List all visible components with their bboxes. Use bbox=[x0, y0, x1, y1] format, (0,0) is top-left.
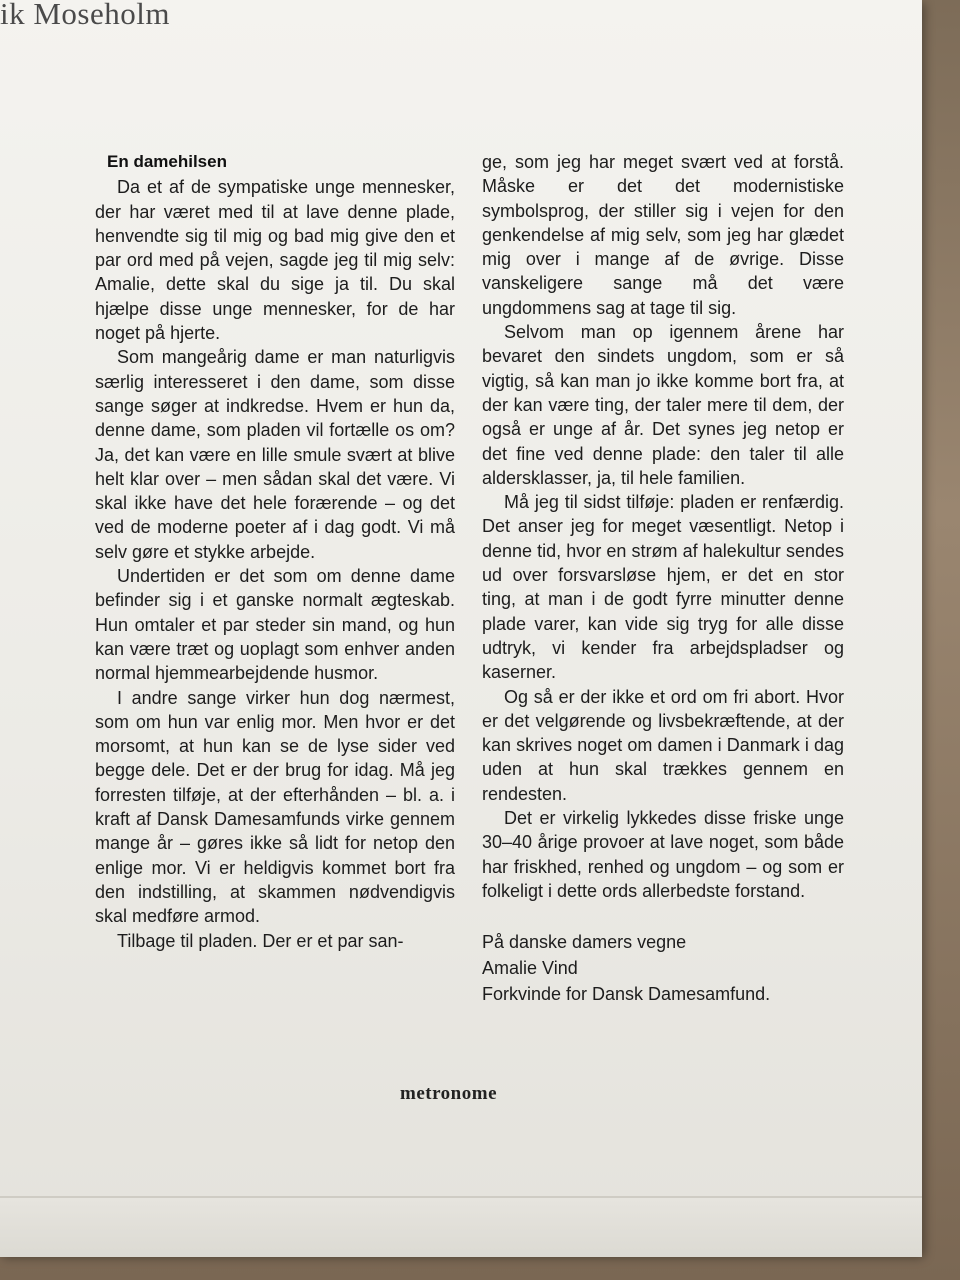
signature-name: Amalie Vind bbox=[482, 958, 578, 979]
paragraph: Må jeg til sidst tilføje: pladen er renfærdig. Det anser jeg for meget væsentligt. Netop i denne tid, hvor en strøm af halekultur sendes ud over forsvarsløse hjem, er det en stor ting, at man i de godt fyrre minutter denne plade varer, kan vide sig tryg for alle disse udtryk, vi kender fra arbejdspladser og kaserner. bbox=[482, 492, 844, 683]
paragraph: ge, som jeg har meget svært ved at forstå. Måske er det det modernistiske symbolsprog, der stiller sig i vejen for den genkendelse af mig selv, som jeg har glædet mig over i mange af de øvrige. Disse vanskeligere sange må det være ungdommens sag at tage til sig. bbox=[482, 152, 844, 318]
right-column bbox=[482, 150, 844, 1007]
paragraph: I andre sange virker hun dog nærmest, som om hun var enlig mor. Men hvor er det morsomt, at hun kan se de lyse sider ved begge dele. Det er der brug for idag. Må jeg forresten tilføje, at der efterhånden – bl. a. i kraft af Dansk Damesamfunds virke gennem mange år – gøres ikke så lidt for netop den enlige mor. Vi er heldigvis kommet bort fra den indstilling, at skammen nødvendigvis skal medføre armod. bbox=[95, 687, 455, 927]
paragraph: Da et af de sympatiske unge mennesker, der har været med til at lave denne plade, henvendte sig til mig og bad mig give den et par ord med på vejen, sagde jeg til mig selv: Amalie, dette skal du sige ja til. Du skal hjælpe disse unge mennesker, for de har noget på hjerte. bbox=[95, 177, 455, 344]
paragraph: Og så er der ikke et ord om fri abort. Hvor er det velgørende og livsbekræftende, at der kan skrives noget om damen i Danmark i dag uden at hun skal trækkes gennem en rendesten. bbox=[482, 686, 844, 804]
article-heading: En damehilsen bbox=[107, 152, 227, 171]
sleeve-bottom-flap bbox=[0, 1196, 922, 1257]
paragraph: Tilbage til pladen. Der er et par san- bbox=[117, 930, 404, 951]
signature-title: Forkvinde for Dansk Damesamfund. bbox=[482, 984, 771, 1005]
sleeve-header-title: ik Moseholm bbox=[0, 0, 170, 31]
label-logo: metronome bbox=[400, 1083, 498, 1104]
paragraph: Undertiden er det som om denne dame befinder sig i et ganske normalt ægteskab. Hun omtaler et par steder sin mand, og hun kan være træt og uoplagt som enhver anden normal hjemmearbejdende husmor. bbox=[95, 566, 455, 684]
signature-block bbox=[482, 929, 844, 1007]
signature-line: På danske damers vegne bbox=[482, 932, 687, 953]
left-column bbox=[95, 150, 455, 953]
paragraph: Selvom man op igennem årene har bevaret den sindets ungdom, som er så vigtig, så kan man jo ikke komme bort fra, at der kan være ting, der taler mere til dem, der også er unge af år. Det synes jeg netop er det fine ved denne plade: den taler til alle aldersklasser, ja, til hele familien. bbox=[482, 322, 844, 488]
paragraph: Som mangeårig dame er man naturligvis særlig interesseret i den dame, som disse sange søger at indkredse. Hvem er hun da, denne dame, som pladen vil fortælle os om? Ja, det kan være en lille smule svært at blive helt klar over – men sådan skal det være. Vi skal ikke have det hele forærende – og det ved de moderne poeter af i dag godt. Vi må selv gøre et stykke arbejde. bbox=[95, 347, 455, 562]
paragraph: Det er virkelig lykkedes disse friske unge 30–40 årige provoer at lave noget, som både har friskhed, renhed og ungdom – og som er folkeligt i dette ords allerbedste forstand. bbox=[482, 808, 844, 901]
